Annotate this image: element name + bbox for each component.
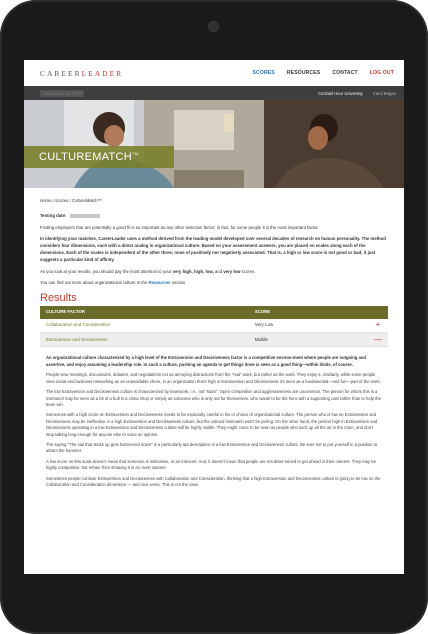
hero-banner [24,100,404,188]
results-table-header [40,306,388,319]
testing-date [40,213,388,220]
intro-paragraph-1: Finding employers that are potentially a good fit is as important as any other selection factor; in fact, for some people it is the most important factor. [40,224,319,230]
p3-emphasis: very high, high, low, [172,268,214,274]
intro-paragraph-2: In identifying your matches, CareerLeader uses a method derived from the leading model developed over several decades of research on human personality. The method considers four dimensions, each with a direct analog in organizational culture. Based on your assessment answers, you are placed on scales along each of the dimensions. Each of the scales is independent of the other three; none of positively nor negatively associated. That is, a high or low score is not good or bad; it just suggests a particular kind of affinity. [40,236,386,262]
p3-emphasis-2: very low [223,268,241,274]
resources-link[interactable]: Resources [148,280,171,286]
nav-logout[interactable]: LOG OUT [369,70,394,76]
browser-screen [24,60,404,574]
main-content [24,188,404,488]
user-name[interactable]: Carol Bogan [372,90,396,96]
detail-paragraph: The saying "The nail that sticks up gets hammered down" is a particularly apt description of a low Extraversion and Decisiveness culture. Be sure not to put yourself in a position to attract the hammer. [46,441,378,454]
factor-extraversion[interactable]: Extraversion and Decisiveness [46,336,108,342]
detail-paragraph: Someones with a high score on Extraversion and Decisiveness needs to be especially careful in his or choice of organizational culture. The person who is low on Extraversion and Decisiveness may be ineffective in a high Extraversion and Decisiveness culture, but the cultural mismatch won't be jarring. On the other hand, the person high in Extraversion and Decisiveness operating in a low Extraversion and Decisiveness culture will be highly visible. They might come to be seen as people who suck up all the air in the room, and don't stop talking long enough for anyone else to voice an opinion. [46,412,378,437]
nav-links [253,70,394,76]
p3-end: scores. [240,268,256,274]
nav-contact[interactable]: CONTACT [332,70,358,76]
detail-lead: An organizational culture characterized by a high level of the Extraversion and Decisiveness factor is a competitive environ-ment where people are outgoing and assertive, and enjoy assuming a leadership role. In such a culture, pushing an agenda to get things done is seen as a good thing—within limits, of course. [46,355,366,367]
extraversion-detail-panel [40,347,388,488]
intro-paragraph-3 [40,269,388,276]
col-score: SCORE [254,309,271,315]
p3-mid: and [213,268,224,274]
top-nav [24,60,404,86]
trademark-mark: TM [132,151,139,156]
nav-scores[interactable]: SCORES [252,70,275,76]
results-heading: Results [40,292,77,305]
nav-resources[interactable]: RESOURCES [286,70,321,76]
col-control [368,306,388,319]
table-row[interactable] [40,333,388,347]
table-row[interactable] [40,319,388,333]
p4-start: You can find out more about organizational culture in the [40,280,149,286]
user-bar [24,86,404,100]
expand-plus-icon[interactable]: + [375,320,381,330]
logo-word-leader: LEADER [81,68,124,78]
collapse-minus-icon[interactable]: — [374,334,382,344]
detail-paragraph: The low Extraversion and Decisiveness culture is characterized by teamwork, i.e., not "stars". Open competition and aggressiveness are uncommon. The person for whom this is a mismatch may be seen as a bit of a bull in a china shop or simply as someone who is only out for themselves: who wants to be the hero with a supporting cast rather than to help the team win. [46,389,381,407]
hero-photo [24,100,404,188]
testing-date-label: Testing date: [40,212,67,218]
hero-title-text: CULTUREMATCH [39,151,133,163]
session-date: September 18, 2018 [40,90,84,97]
score-extraversion: Middle [254,336,269,342]
breadcrumb[interactable]: Home / Scores / CultureMatch™ [40,198,102,203]
p3-start: As you look at your results, you should pay the most attention to your [40,268,173,274]
intro-paragraph-4 [40,280,388,287]
score-collaboration: Very Low [254,322,274,328]
factor-collaboration[interactable]: Collaboration and Consideration [46,322,111,328]
detail-paragraph: Sometimes people confuse Extraversion and Decisiveness with Collaboration and Consideration, thinking that a high Extraversion and Decisiveness culture is going to be low on the Collaboration and Consideration dimension — and vice versa. This is not the case. [46,475,381,487]
careerleader-logo[interactable] [40,69,123,78]
detail-paragraph: People view meetings, discussions, debates, and negotiations not as annoying distractions from the "real" work, but rather as the work. They enjoy it. Similarly, while some people view social and business networking as an unavoidable chore, in an organization that's high in Extraversion and Decisiveness it's seen as a fundamental—and fun—part of the work. [46,372,381,384]
col-culture-factor: CULTURE FACTOR [46,309,85,315]
results-table [40,306,388,348]
camera-icon [209,22,218,31]
p4-end: section. [170,280,187,286]
logo-word-career: CAREER [40,68,82,78]
culturematch-title [24,146,174,168]
testing-date-value [70,214,100,218]
detail-paragraph: A low score on this scale doesn't mean that someone is indecisive, or an introvert. And, it doesn't mean that people are not deter-mined to get ahead in their careers. They may be highly competitive, but refrain from showing it in an overt manner. [46,458,376,471]
university-name[interactable]: Cocktail Hour University [318,90,363,96]
